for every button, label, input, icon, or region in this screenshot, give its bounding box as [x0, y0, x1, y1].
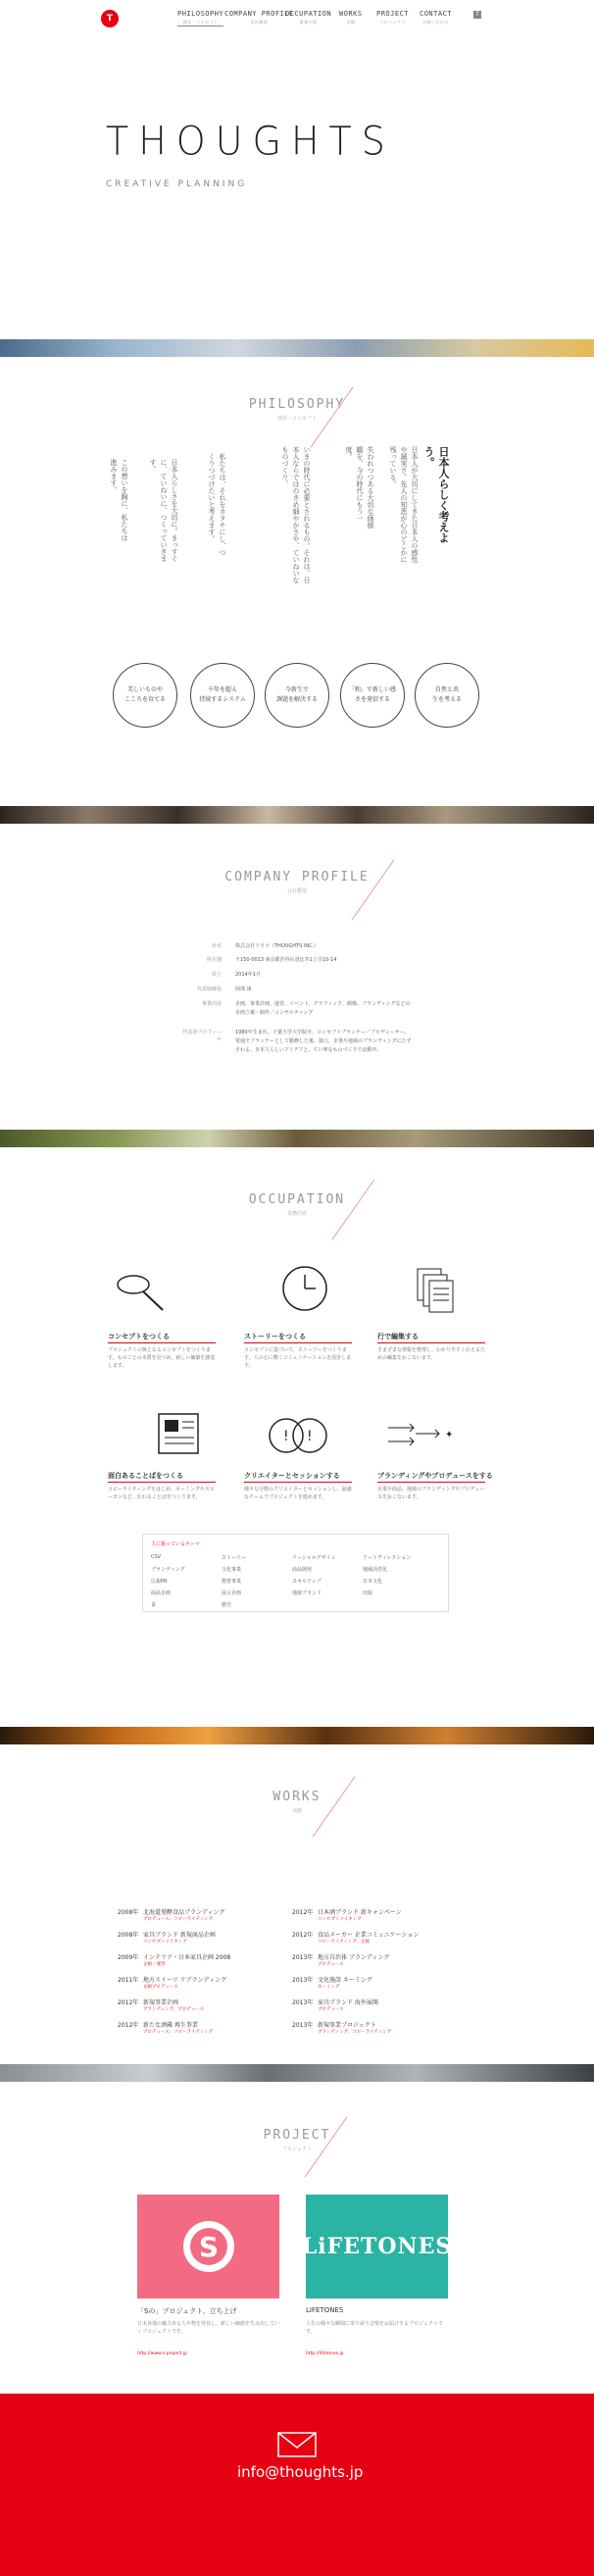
work-year: 2009年	[118, 1954, 139, 1961]
nav-label: PROJECT	[376, 10, 410, 18]
magnifier-icon	[108, 1267, 176, 1322]
work-item	[118, 1975, 284, 1990]
svg-text:S: S	[198, 2231, 219, 2263]
clock-icon	[271, 1263, 339, 1318]
nav-sub: お問い合わせ	[422, 20, 449, 25]
work-role: ネーミング	[318, 1985, 340, 1990]
work-item	[118, 1952, 284, 1967]
profile-key: 事業内容	[201, 1001, 222, 1007]
s-logo-icon	[179, 2217, 238, 2276]
occupation-text: プロジェクトの核となるコンセプトをつくります。ものごとの本質を見つめ、新しい価値を創造します。	[108, 1347, 216, 1369]
profile-value: 〒150-0013 東京都渋谷区恵比寿1丁目10-14	[235, 957, 337, 963]
profile-value: 株式会社ソウツ（THOUGHTS INC.）	[235, 943, 320, 949]
themes-box	[142, 1534, 449, 1612]
work-item	[292, 1930, 469, 1945]
profile-value: 2014年1月	[235, 972, 261, 978]
profile-key: 代表者プロフィール	[182, 1030, 222, 1042]
theme-item: 地域ブランド	[292, 1591, 322, 1596]
philosophy-circle: 美しいものや こころを育てる	[113, 663, 177, 728]
work-item	[292, 1975, 469, 1990]
work-role: プロデュース	[318, 1962, 344, 1967]
occupation-text: コンセプトに基づいて、ストーリーをつくります。人の心に響くコミュニケーションを設計します。	[244, 1347, 352, 1369]
section-subtitle: 会社概要	[286, 888, 307, 894]
nav-project[interactable]	[376, 10, 409, 25]
work-role: プロデュース	[318, 2007, 344, 2012]
work-year: 2013年	[292, 1999, 314, 2006]
work-year: 2013年	[292, 2022, 314, 2029]
work-title: 北海道発酵食品ブランディング	[143, 1909, 225, 1916]
hero-title: THOUGHTS	[106, 118, 395, 165]
work-role: 企画プロデュース	[143, 1985, 178, 1990]
project-text: 日本各地の魅力ある人や物を発見し、新しい価値を生み出していくプロジェクトです。	[137, 2321, 280, 2335]
profile-key: 代表取締役	[196, 986, 222, 992]
philosophy-circle: 自然と共 生を考える	[415, 663, 479, 728]
work-role: コンセプトメイキング	[143, 1940, 187, 1945]
occupation-title: 行で編集する	[377, 1333, 419, 1340]
work-item	[292, 1997, 469, 2012]
profile-row	[182, 1000, 412, 1018]
top-nav	[0, 0, 594, 39]
photo-band	[0, 806, 594, 824]
work-year: 2012年	[118, 1999, 139, 2006]
philosophy-heading: 日本人らしく考えよう。	[422, 446, 450, 543]
work-item	[118, 1907, 284, 1922]
work-title: 地方スイーツ リブランディング	[143, 1977, 226, 1984]
profile-value: 1980年生まれ。千葉大学大学院卒。コンセプトプランナー／プロデューサー。電通でプランナーとして勤務した後、独立。企業や地域のブランディングにたずさわる。日本人らしいアイデアと、てい寧なものづくりで活動中。	[235, 1030, 412, 1053]
work-role: 企画・運営	[143, 1962, 166, 1967]
theme-item: 教育事業	[222, 1579, 242, 1585]
photo-band	[0, 1130, 594, 1147]
work-title: 新規事業企画	[143, 1999, 179, 2006]
theme-item: CSV	[151, 1554, 162, 1560]
nav-sub: プロジェクト	[379, 20, 406, 25]
project-heading: 「Sの」プロジェクト、立ち上げ	[137, 2307, 237, 2315]
occupation-title: クリエイターとセッションする	[244, 1472, 340, 1480]
nav-label: WORKS	[339, 10, 363, 18]
photo-band	[0, 2064, 594, 2082]
svg-text:!: !	[307, 1429, 313, 1444]
theme-item: スキルアップ	[292, 1579, 322, 1585]
work-title: 新規事業プロジェクト	[318, 2022, 376, 2029]
section-title: OCCUPATION	[248, 1192, 346, 1207]
work-year: 2013年	[292, 1954, 314, 1961]
philosophy-text: 日本人が大切にしてきた日本人の感性や誠実さ。先人の知恵が心のどこかに残っている。	[389, 446, 419, 563]
nav-occupation[interactable]	[285, 10, 331, 25]
works-list-right	[292, 1907, 469, 2043]
nav-contact[interactable]	[420, 10, 452, 25]
work-year: 2011年	[118, 1977, 139, 1984]
arrows-icon	[384, 1412, 453, 1467]
work-item	[118, 1930, 284, 1945]
work-item	[292, 1952, 469, 1967]
profile-row	[182, 942, 412, 951]
newspaper-icon	[145, 1410, 214, 1465]
theme-item: ブランディング	[151, 1567, 185, 1573]
nav-sub: 理念・コンセプト	[182, 20, 219, 25]
divider	[244, 1342, 352, 1343]
theme-item: 歴史	[222, 1602, 232, 1608]
profile-key: 設立	[211, 972, 222, 978]
profile-key: 社名	[211, 943, 222, 949]
occupation-title: ストーリーをつくる	[244, 1333, 306, 1340]
philosophy-text: いまの時代に必要とされるもの。それは、日本人ならではのきめ細やかさや、ていねいなものづくり。	[281, 446, 311, 583]
work-role: コピーライティング、企画	[318, 1940, 371, 1945]
nav-sub: 実績	[346, 20, 356, 25]
themes-title: 主に扱っているテーマ	[151, 1541, 201, 1547]
philosophy-circle: 千年を超え 持続するシステム	[190, 663, 255, 728]
section-title: COMPANY PROFILE	[224, 870, 370, 884]
project-heading: LIFETONES	[306, 2306, 344, 2314]
divider	[108, 1482, 216, 1483]
lifetones-logo: LiFETONES	[301, 2234, 453, 2259]
logo[interactable]: T	[101, 10, 119, 27]
work-role: コンセプトメイキング	[318, 1917, 362, 1922]
philosophy-text: この想いを胸に、私たちは進みます。	[110, 459, 128, 541]
nav-label: OCCUPATION	[285, 10, 332, 18]
philosophy-text: 日本人らしさを大切に。まっすぐに、ていねいに、つくっていきます。	[149, 459, 178, 562]
photo-band	[0, 339, 594, 357]
work-year: 2008年	[118, 1909, 139, 1916]
nav-company-profile[interactable]	[224, 10, 294, 25]
theme-item: 食	[151, 1602, 157, 1608]
occupation-title: コンセプトをつくる	[108, 1333, 170, 1340]
work-title: 新たな酒蔵 再生事業	[143, 2022, 198, 2029]
profile-value: 企画、事業計画、運営、イベント、グラフィック、映像、ブランディングなどの企画立案・制作／コンサルティング	[235, 1001, 411, 1016]
occupation-text: 様々な分野のクリエイターとセッションし、最適なチームでプロジェクトを進めます。	[244, 1487, 352, 1500]
profile-row	[182, 956, 412, 965]
occupation-title: 面白あることばをつくる	[108, 1472, 183, 1480]
works-list-left	[118, 1907, 284, 2043]
project-image-lifetones[interactable]	[301, 2195, 453, 2298]
svg-text:✦: ✦	[445, 1430, 453, 1440]
contact-email[interactable]: info@thoughts.jp	[237, 2463, 364, 2481]
nav-sub: 業務内容	[299, 20, 318, 25]
project-text: 人生の様々な瞬間に寄り添う音楽をお届けするプロジェクトです。	[306, 2321, 443, 2335]
theme-item: 展示企画	[222, 1591, 242, 1596]
documents-icon	[404, 1265, 472, 1320]
nav-label: PHILOSOPHY	[177, 10, 224, 18]
theme-item: 地域活性化	[363, 1567, 388, 1573]
work-item	[118, 1997, 284, 2012]
work-title: 文化施設 ネーミング	[318, 1977, 372, 1984]
philosophy-circle: 「和」で新しい感 さを発信する	[340, 663, 405, 728]
theme-item: 文化事業	[222, 1567, 242, 1573]
nav-label: COMPANY PROFILE	[224, 10, 294, 18]
occupation-text: さまざまな情報を整理し、わかりやすく伝えるための編集をおこないます。	[377, 1347, 486, 1361]
theme-item: ストーリー	[222, 1555, 247, 1561]
theme-item: 商品企画	[151, 1591, 172, 1596]
work-item	[118, 2020, 284, 2035]
occupation-text: 企業や商品、地域のブランディングやプロデュースをおこないます。	[377, 1487, 485, 1500]
profile-row	[182, 971, 412, 980]
philosophy-text: 私たちは、それをカタチにし、つくりつづけたいと考えます。	[208, 453, 226, 556]
work-title: インテリア・日本家具企画 2008	[143, 1954, 231, 1961]
work-title: 食品メーカー 企業コミュニケーション	[318, 1932, 420, 1939]
work-year: 2008年	[118, 1932, 139, 1939]
project-link[interactable]: http://www.s-project.jp	[137, 2351, 187, 2356]
work-item	[292, 2020, 469, 2035]
work-title: 家具ブランド 海外展開	[318, 1999, 378, 2006]
divider	[377, 1482, 485, 1483]
section-title: PROJECT	[263, 2128, 331, 2143]
theme-item: 日本文化	[363, 1579, 383, 1585]
profile-row	[182, 985, 412, 994]
section-title: WORKS	[272, 1790, 322, 1804]
work-title: 家具ブランド 新規商品企画	[143, 1932, 216, 1939]
theme-item: 広報PR	[151, 1579, 168, 1585]
work-year: 2013年	[292, 1977, 314, 1984]
photo-band	[0, 1727, 594, 1744]
work-role: ブランディング、プロデュース	[143, 2007, 205, 2012]
work-title: 地方自治体 ブランディング	[318, 1954, 390, 1961]
profile-row	[182, 1029, 412, 1055]
section-subtitle: プロジェクト	[282, 2147, 312, 2152]
section-subtitle: 理念・コンセプト	[276, 416, 317, 422]
section-subtitle: 業務内容	[286, 1211, 307, 1217]
work-role: プロデュース、コピーライティング	[143, 1917, 214, 1922]
philosophy-circle: 今新生で 課題を解決する	[265, 663, 329, 728]
footer	[0, 2394, 594, 2576]
theme-item: 出版	[363, 1591, 373, 1596]
theme-item: ソーシャルデザイン	[292, 1555, 336, 1561]
profile-value: 岡部 康	[235, 986, 252, 992]
project-image-s[interactable]	[137, 2195, 279, 2298]
nav-philosophy[interactable]	[177, 10, 223, 26]
facebook-icon[interactable]: f	[473, 11, 481, 19]
work-title: 日本酒ブランド 新キャンペーン	[318, 1909, 402, 1916]
svg-text:!: !	[283, 1429, 289, 1444]
theme-item: アートディレクション	[363, 1555, 412, 1561]
occupation-text: コピーライティングをはじめ、ネーミングやスローガンなど、伝わることばをつくります。	[108, 1487, 215, 1500]
occupation-title: ブランディングやプロデュースをする	[377, 1472, 493, 1480]
work-item	[292, 1907, 469, 1922]
nav-label: CONTACT	[420, 10, 453, 18]
profile-key: 所在地	[206, 957, 222, 963]
project-link[interactable]: http://lifetones.jp	[306, 2351, 344, 2356]
nav-works[interactable]	[339, 10, 363, 25]
section-title: PHILOSOPHY	[248, 397, 346, 412]
work-role: プロデュース、コピーライティング	[143, 2030, 214, 2035]
nav-sub: 会社概要	[250, 20, 269, 25]
work-role: ブランディング、コピーライティング	[318, 2030, 392, 2035]
mail-icon[interactable]	[277, 2432, 317, 2457]
work-year: 2012年	[292, 1909, 314, 1916]
theme-item: 商品開発	[292, 1567, 313, 1573]
hero-subtitle: CREATIVE PLANNING	[106, 179, 248, 189]
work-year: 2012年	[292, 1932, 314, 1939]
divider	[108, 1342, 216, 1343]
speech-bubbles-icon	[263, 1412, 331, 1467]
philosophy-text: 失われつつある大切な価値観を、今の時代にもう一度。	[345, 446, 374, 529]
divider	[377, 1342, 485, 1343]
section-subtitle: 実績	[291, 1808, 302, 1814]
work-year: 2012年	[118, 2022, 139, 2029]
divider	[244, 1482, 352, 1483]
